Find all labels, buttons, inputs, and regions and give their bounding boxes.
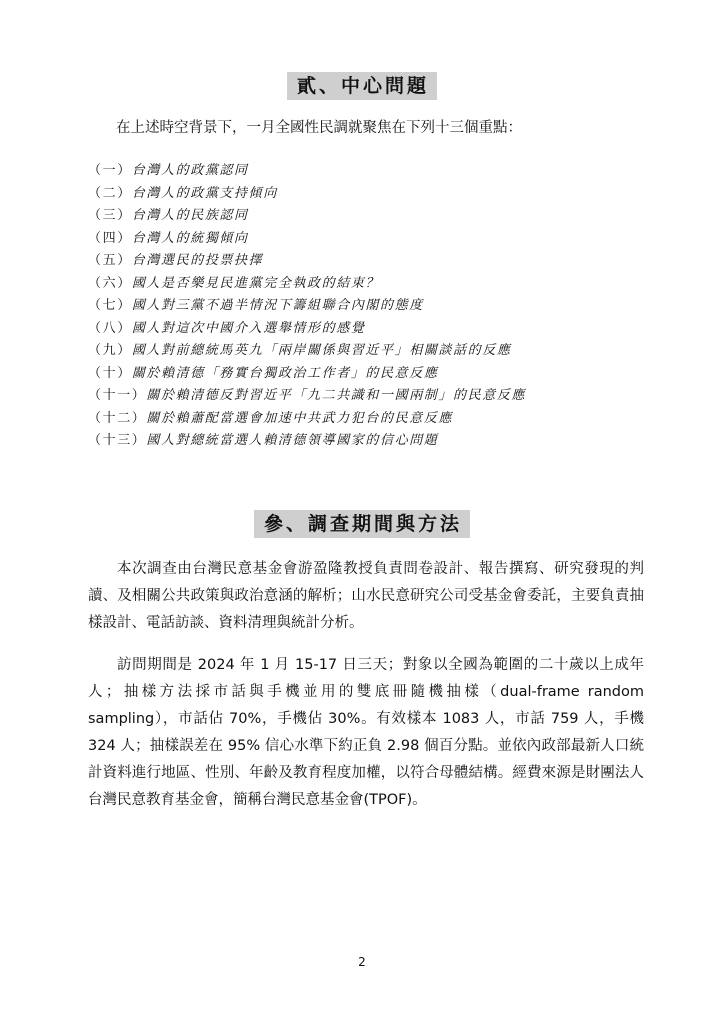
topic-number: （三） xyxy=(88,208,132,223)
topic-number: （五） xyxy=(88,253,132,268)
topic-item xyxy=(88,273,526,296)
topic-text: 台灣人的民族認同 xyxy=(131,208,249,223)
topic-text: 台灣選民的投票抉擇 xyxy=(131,253,264,268)
method-paragraph-2: 訪問期間是 2024 年 1 月 15-17 日三天；對象以全國為範圍的二十歲以上成年人；抽樣方法採市話與手機並用的雙底冊隨機抽樣（dual-frame random sampling），市話佔 70%，手機佔 30%。有效樣本 1083 人，市話 759 人，手機 324 人；抽樣誤差在 95% 信心水準下約正負 2.98 個百分點。並依內政部最新人口統計資料進行地區、性別、年齡及教育程度加權，以符合母體結構。經費來源是財團法人台灣民意教育基金會，簡稱台灣民意基金會(TPOF)。 xyxy=(88,657,644,808)
topic-item xyxy=(88,250,526,273)
topic-text: 關於賴清德「務實台獨政治工作者」的民意反應 xyxy=(131,365,439,381)
section-2-heading xyxy=(0,72,724,100)
topic-text: 國人對三黨不過半情況下籌組聯合內閣的態度 xyxy=(131,298,424,313)
topic-item xyxy=(88,363,526,386)
topic-item xyxy=(88,340,526,363)
topic-text: 台灣人的政黨支持傾向 xyxy=(131,185,278,201)
topic-number: （七） xyxy=(88,298,132,313)
topic-number: （十） xyxy=(88,365,132,381)
section-3-title: 參、調查期間與方法 xyxy=(254,510,470,538)
topic-item xyxy=(88,385,526,408)
topic-number: （九） xyxy=(88,343,132,358)
topic-item xyxy=(88,295,526,318)
topic-text: 關於賴蕭配當選會加速中共武力犯台的民意反應 xyxy=(146,410,454,426)
topic-number: （六） xyxy=(88,275,132,291)
topic-number: （十三） xyxy=(88,433,147,448)
topic-item xyxy=(88,205,526,228)
topic-number: （二） xyxy=(88,185,132,201)
topic-number: （十二） xyxy=(88,410,147,426)
topic-item xyxy=(88,430,526,453)
topic-item xyxy=(88,160,526,183)
topic-item xyxy=(88,318,526,341)
topic-number: （一） xyxy=(88,163,132,178)
topic-text: 國人對總統當選人賴清德領導國家的信心問題 xyxy=(146,433,439,448)
topic-list xyxy=(88,160,526,453)
topic-text: 台灣人的統獨傾向 xyxy=(131,230,249,246)
topic-item xyxy=(88,228,526,251)
topic-text: 關於賴清德反對習近平「九二共識和一國兩制」的民意反應 xyxy=(146,388,527,403)
section-2-title: 貳、中心問題 xyxy=(287,72,437,100)
topic-text: 台灣人的政黨認同 xyxy=(131,163,249,178)
topic-item xyxy=(88,183,526,206)
topic-text: 國人對前總統馬英九「兩岸關係與習近平」相關談話的反應 xyxy=(131,343,512,358)
topic-number: （十一） xyxy=(88,388,147,403)
method-paragraph-1: 本次調查由台灣民意基金會游盈隆教授負責問卷設計、報告撰寫、研究發現的判讀、及相關公共政策與政治意涵的解析；山水民意研究公司受基金會委託，主要負責抽樣設計、電話訪談、資料清理與統計分析。 xyxy=(88,561,644,631)
section-2-intro: 在上述時空背景下，一月全國性民調就聚焦在下列十三個重點： xyxy=(116,120,522,136)
topic-text: 國人是否樂見民進黨完全執政的結束？ xyxy=(131,275,381,291)
topic-number: （四） xyxy=(88,230,132,246)
topic-number: （八） xyxy=(88,320,132,336)
topic-text: 國人對這次中國介入選舉情形的感覺 xyxy=(131,320,366,336)
topic-item xyxy=(88,408,526,431)
page-number: 2 xyxy=(358,955,366,969)
section-3-heading xyxy=(0,510,724,538)
